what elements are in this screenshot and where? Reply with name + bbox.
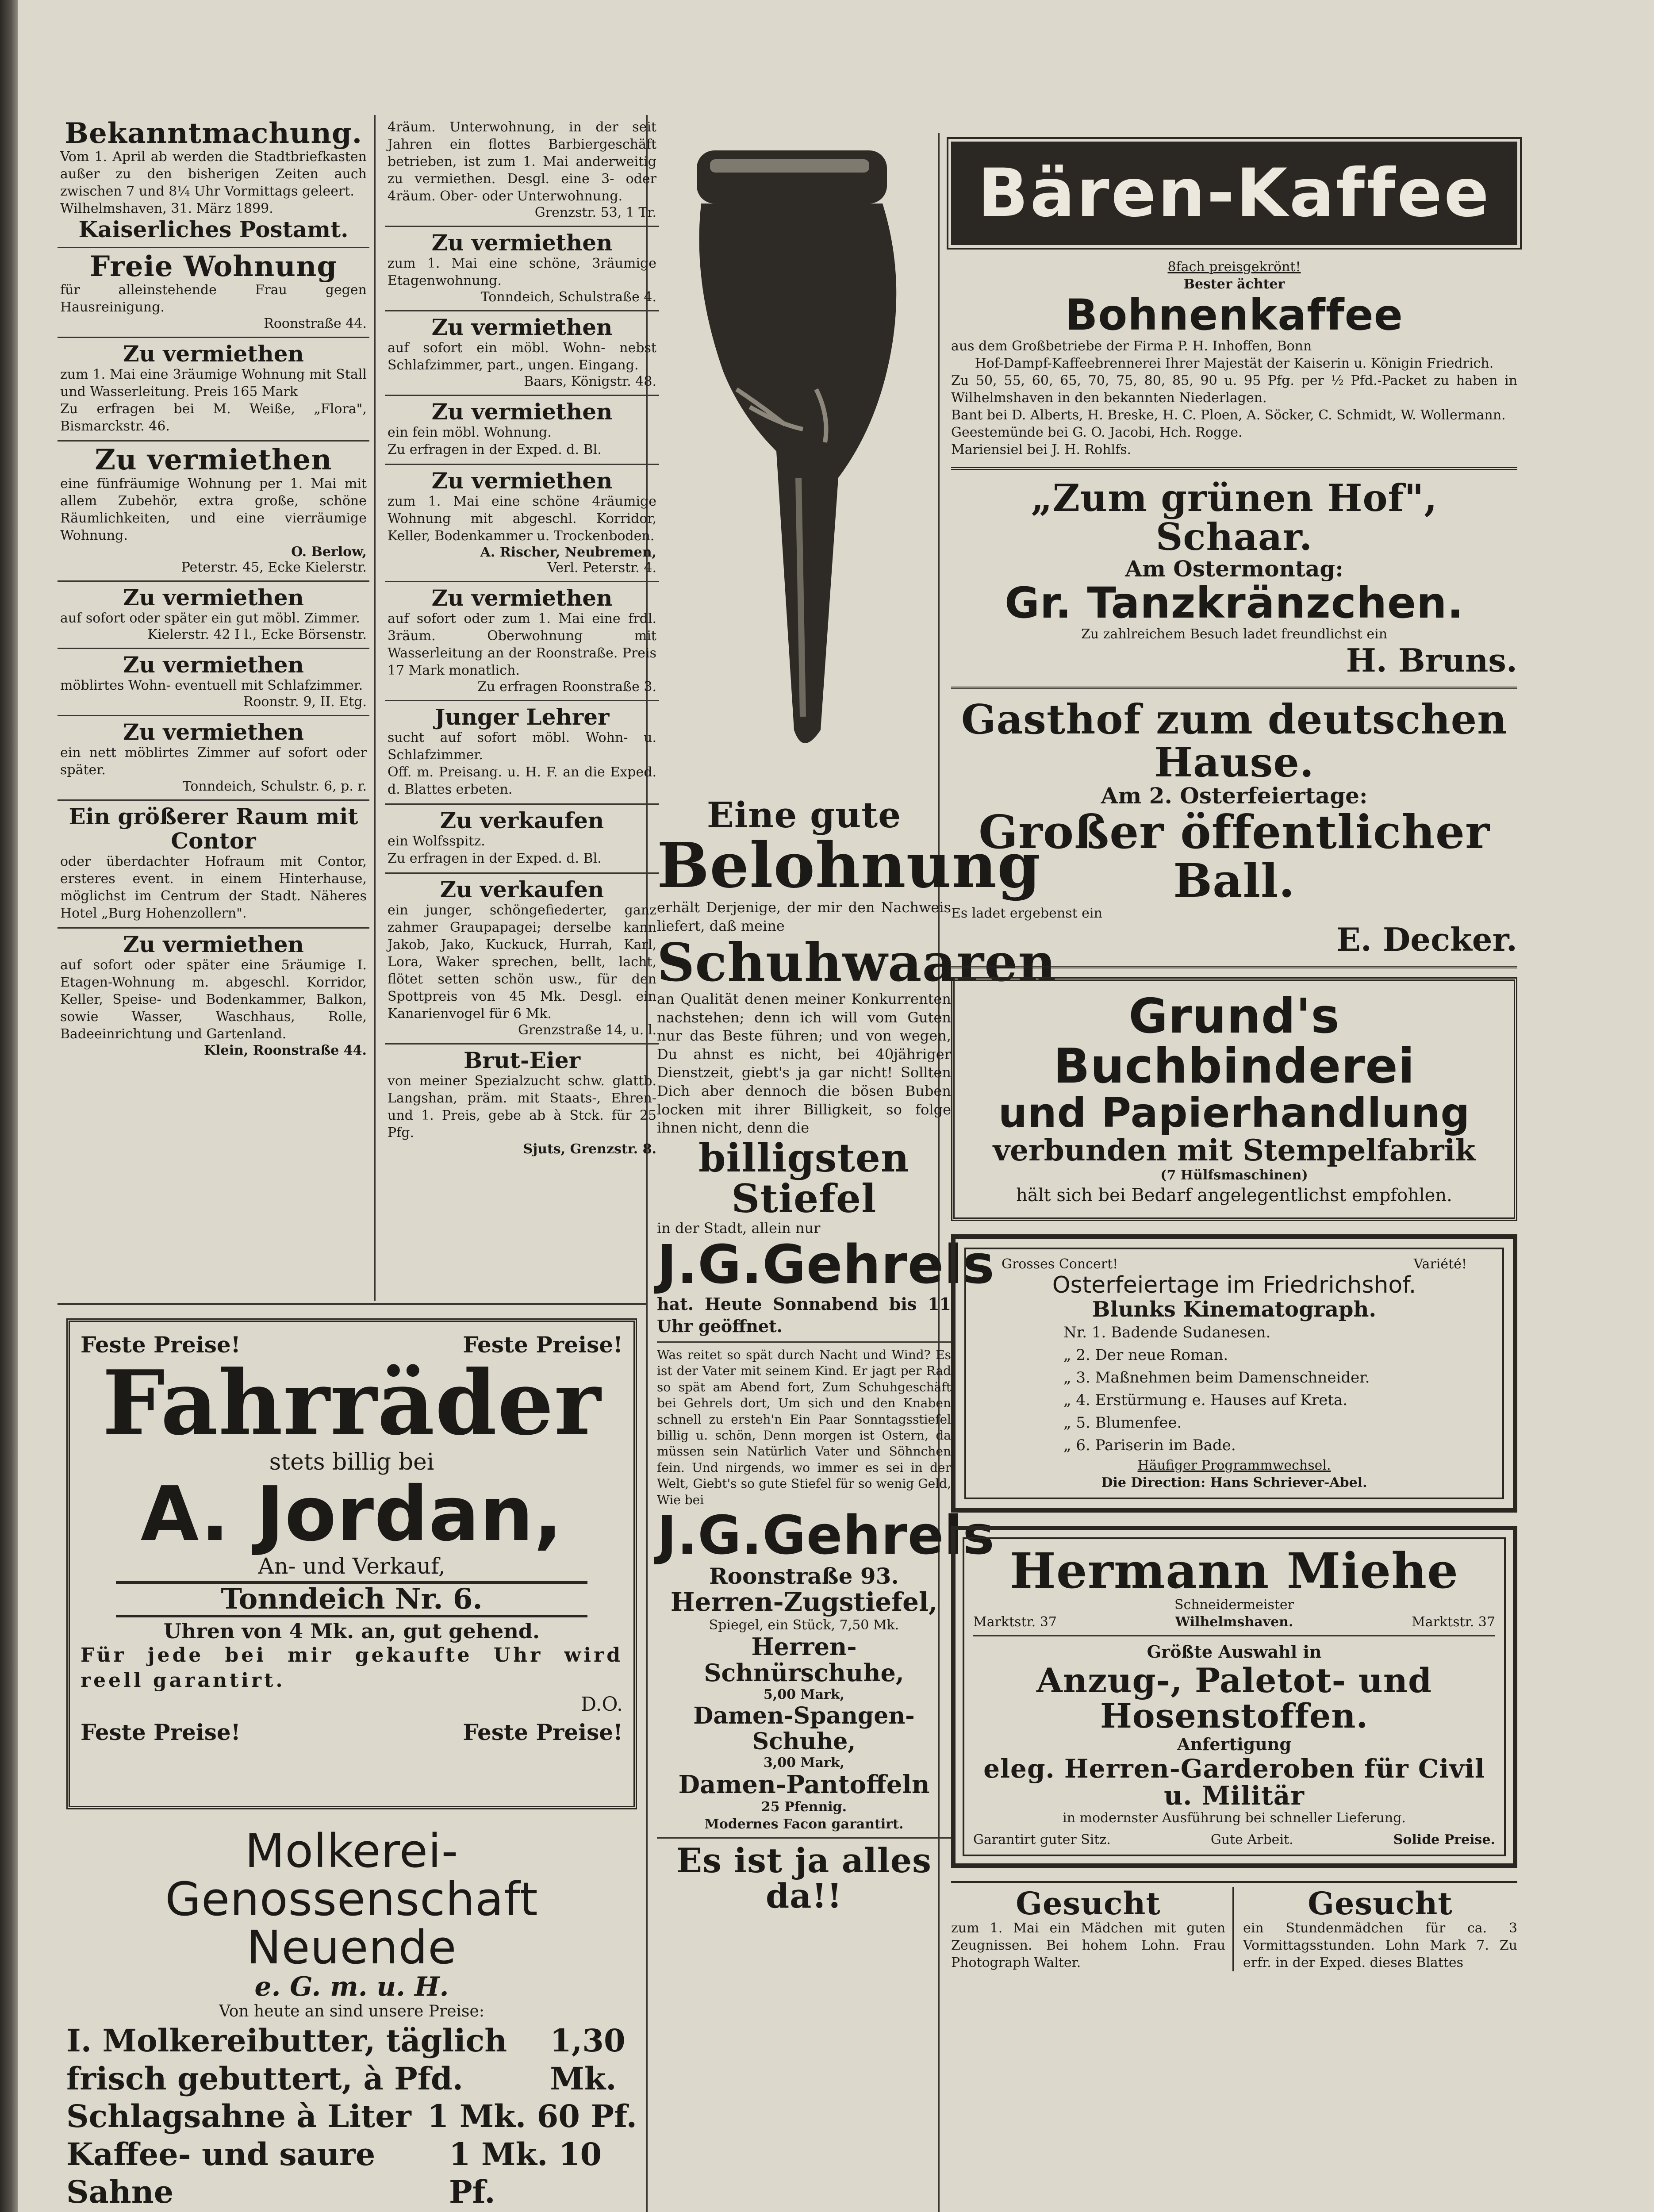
miehe-line: Anzug-, Paletot- und Hosenstoffen. [1036, 1660, 1432, 1736]
ad-text: 4räum. Unterwohnung, in der seit Jahren ein flottes Barbiergeschäft betrieben, ist zum 1. Mai anderweitig zu vermiethen. Desgl. eine 3- oder 4räum. Ober- oder Unterwohnung. [388, 119, 656, 204]
ad-barber-shop [385, 115, 659, 227]
ad-rental [385, 227, 659, 311]
grund-subtitle: und Papierhandlung [998, 1089, 1470, 1137]
molkerei-intro: Von heute an sind unsere Preise: [219, 2002, 484, 2020]
ad-rental [58, 649, 369, 716]
shop-address: Roonstraße 93. [709, 1563, 899, 1589]
ad-jordan-fahrraeder [66, 1318, 637, 1809]
miehe-subtitle: Schneidermeister [1174, 1597, 1294, 1613]
ad-rental [58, 716, 369, 801]
miehe-footer-item: Gute Arbeit. [1210, 1832, 1293, 1847]
miehe-footer-item: Garantirt guter Sitz. [973, 1832, 1111, 1847]
price-value: 1 Mk. 10 Pf. [449, 2135, 602, 2210]
ad-grund-buchbinderei [951, 977, 1517, 1221]
column-classifieds-1 [58, 115, 369, 1301]
feste-preise-label: Feste Preise! [81, 1332, 241, 1358]
ad-gesucht-stundenmaedchen [1243, 1887, 1517, 1972]
miehe-line: in modernster Ausführung bei schneller Lieferung. [1063, 1810, 1406, 1826]
ad-address: Sjuts, Grenzstr. 8. [523, 1141, 656, 1157]
ad-baeren-kaffee [951, 137, 1517, 470]
gruener-hof-signature: H. Bruns. [1346, 641, 1517, 679]
ad-title: Zu verkaufen [440, 876, 604, 902]
ad-text: auf sofort oder später ein gut möbl. Zimmer. [60, 610, 360, 626]
ad-title: Zu vermiethen [431, 399, 613, 425]
ad-title: Gesucht [1308, 1885, 1453, 1922]
miehe-line: eleg. Herren-Garderoben für Civil u. Militär [983, 1753, 1485, 1811]
firma-text: aus dem Großbetriebe der Firma P. H. Inhoffen, Bonn [951, 338, 1312, 354]
ad-signature: A. Rischer, Neubremen, [480, 545, 656, 560]
ad-rental [58, 338, 369, 442]
ad-rental [58, 442, 369, 581]
ad-address: Grenzstr. 53, 1 Tr. [534, 205, 656, 220]
ad-text: möblirtes Wohn- eventuell mit Schlafzimmer. [60, 677, 363, 693]
hof-text: Hof-Dampf-Kaffeebrennerei Ihrer Majestät der Kaiserin u. Königin Friedrich. [975, 355, 1494, 371]
ad-for-sale-parrot [385, 874, 659, 1045]
item-title: Herren-Zugstiefel, [670, 1586, 938, 1617]
ad-title: Zu vermiethen [123, 651, 304, 678]
price-row [66, 2022, 637, 2097]
ankauf-text: An- und Verkauf, [258, 1553, 445, 1579]
ad-teacher-wanted [385, 701, 659, 805]
grund-text: hält sich bei Bedarf angelegentlichst empfohlen. [1016, 1185, 1452, 1206]
ad-address: Grenzstraße 14, u. l. [518, 1022, 656, 1038]
ad-address: Tonndeich, Schulstraße 4. [480, 289, 656, 305]
molkerei-title: Molkerei-Genossenschaft Neuende [165, 1824, 538, 1975]
gruener-hof-title: „Zum grünen Hof", Schaar. [1031, 476, 1438, 559]
ad-bekanntmachung [58, 115, 369, 248]
price-value: 1 Mk. 60 Pf. [427, 2098, 637, 2135]
ad-miehe-outer [951, 1526, 1517, 1868]
ad-text: ein junger, schöngefiederter, ganz zahmer Graupapagei; derselbe kann Jakob, Jako, Kuckuck, Hurrah, Karl, Lora, Waker sprechen, bellt, lacht, flötet setten schön usw., für den Spottpreis von 45 Mk. Desgl. ein Kanarienvogel für 6 Mk. [388, 902, 656, 1022]
schuhwaaren-heading: Schuhwaaren [657, 932, 1056, 994]
ad-title: Zu vermiethen [431, 585, 613, 611]
column-display-ads [951, 137, 1517, 2212]
feste-preise-label: Feste Preise! [463, 1719, 623, 1746]
belohnung-heading: Belohnung [657, 830, 1041, 902]
item-title: Damen-Spangen-Schuhe, [693, 1702, 915, 1755]
ad-address: Verl. Peterstr. 4. [547, 560, 656, 576]
list-item: „ 6. Pariserin im Bade. [1063, 1436, 1236, 1454]
ad-title: Zu vermiethen [431, 468, 613, 494]
ad-address: Baars, Königstr. 48. [524, 374, 656, 389]
ad-title: Brut-Eier [463, 1047, 581, 1073]
ad-address: Zu erfragen in der Exped. d. Bl. [388, 851, 602, 866]
miehe-address-left: Marktstr. 37 [973, 1614, 1057, 1630]
billig-text: stets billig bei [269, 1449, 434, 1475]
shoe-ad-text: in der Stadt, allein nur [657, 1219, 821, 1237]
ad-gasthof [951, 689, 1517, 968]
ad-text: Vom 1. April ab werden die Stadtbriefkasten außer zu den bisherigen Zeiten auch zwischen 7 und 8¼ Uhr Vormittags geleert. [60, 149, 367, 200]
book-binding-edge [0, 0, 18, 2212]
ad-hermann-miehe [963, 1537, 1506, 1856]
ad-text: eine fünfräumige Wohnung per 1. Mai mit allem Zubehör, extra große, schöne Räumlichkeiten, und eine vierräumige Wohnung. [60, 476, 367, 543]
garantie-text: Für jede bei mir gekaufte Uhr wird reell garantirt. [81, 1644, 623, 1692]
gasthof-signature: E. Decker. [1336, 920, 1517, 958]
ad-text: zum 1. Mai ein Mädchen mit guten Zeugnissen. Bei hohem Lohn. Frau Photograph Walter. [951, 1920, 1225, 1971]
ad-address: Peterstr. 45, Ecke Kielerstr. [181, 559, 367, 575]
concert-left: Grosses Concert! [1002, 1256, 1118, 1272]
concert-title: Osterfeiertage im Friedrichshof. [1052, 1271, 1416, 1298]
ad-text: zum 1. Mai eine schöne, 3räumige Etagenwohnung. [388, 256, 656, 288]
concert-right: Variété! [1413, 1256, 1467, 1272]
gasthof-day: Am 2. Osterfeiertage: [1101, 783, 1368, 809]
ad-address: Roonstraße 44. [264, 316, 367, 332]
ad-address: Zu erfragen Roonstraße 3. [477, 679, 656, 695]
gasthof-title: Gasthof zum deutschen Hause. [961, 695, 1508, 786]
shoe-ad-text: an Qualität denen meiner Konkurrenten nachstehen; denn ich will vom Guten nur das Beste führen; und von wegen, Du ahnst es nicht, bei 40jähriger Dienstzeit, giebt's ja gar nicht! Sollten Dich aber dennoch die bösen Buben locken mit ihrer Billigkeit, so folge ihnen nicht, denn die [657, 991, 951, 1137]
grund-title: Grund's Buchbinderei [1053, 988, 1415, 1094]
divider [973, 1635, 1495, 1636]
miehe-footer-item: Solide Preise. [1393, 1832, 1495, 1847]
gasthof-event: Großer öffentlicher Ball. [979, 805, 1490, 908]
price-item: Schlagsahne à Liter [66, 2098, 411, 2135]
ad-title: Bekanntmachung. [64, 117, 363, 150]
ad-text: sucht auf sofort möbl. Wohn- u. Schlafzimmer. [388, 730, 656, 763]
ad-title: Zu vermiethen [123, 584, 304, 611]
gruener-hof-text: Zu zahlreichem Besuch ladet freundlichst ein [1081, 626, 1388, 642]
item-title: Damen-Pantoffeln [678, 1770, 930, 1799]
miehe-title: Hermann Miehe [1009, 1542, 1459, 1599]
ad-signature: O. Berlow, [291, 544, 367, 560]
ad-address: Roonstr. 9, II. Etg. [243, 694, 367, 710]
item-price: Spiegel, ein Stück, 7,50 Mk. [709, 1617, 899, 1633]
ad-text: ein nett möblirtes Zimmer auf sofort oder später. [60, 745, 367, 778]
column-classifieds-2 [385, 115, 659, 1301]
divider [657, 1837, 951, 1839]
ad-title: Junger Lehrer [434, 704, 610, 730]
opening-hours: hat. Heute Sonnabend bis 11 Uhr geöffnet. [657, 1294, 951, 1336]
ad-molkerei [66, 1809, 637, 2212]
ad-rental [58, 929, 369, 1064]
ad-title: Zu vermiethen [123, 341, 304, 367]
ad-text: auf sofort ein möbl. Wohn- nebst Schlafzimmer, part., ungen. Eingang. [388, 340, 656, 373]
miehe-city: Wilhelmshaven. [1175, 1614, 1293, 1630]
price-item: Kaffee- und saure Sahne [66, 2135, 376, 2210]
miehe-footer [973, 1831, 1495, 1848]
ad-text: ein fein möbl. Wohnung. [388, 425, 552, 440]
ad-brut-eier [385, 1045, 659, 1162]
ad-address: Zu erfragen in der Exped. d. Bl. [388, 442, 602, 457]
jordan-heading: A. Jordan, [140, 1471, 563, 1559]
newspaper-page [18, 0, 1654, 2212]
ad-address: Klein, Roonstraße 44. [204, 1042, 367, 1058]
molkerei-price-list [66, 2022, 637, 2212]
item-price: 25 Pfennig. [761, 1799, 847, 1815]
ad-text: auf sofort oder später eine 5räumige I. Etagen-Wohnung m. abgeschl. Korridor, Keller, Speise- und Bodenkammer, Balkon, sowie Wasser, Waschhaus, Rolle, Badeeinrichtung und Gartenland. [60, 957, 367, 1042]
ad-rental [385, 396, 659, 465]
item-note: Modernes Facon garantirt. [704, 1816, 904, 1832]
miehe-address-right: Marktstr. 37 [1412, 1614, 1495, 1630]
molkerei-subtitle: e. G. m. u. H. [254, 1971, 449, 2002]
ad-title: Zu vermiethen [431, 230, 613, 256]
vendors-text: Bant bei D. Alberts, H. Breske, H. C. Ploen, A. Söcker, C. Schmidt, W. Wollermann. [951, 407, 1506, 423]
list-item: „ 5. Blumenfee. [1063, 1413, 1182, 1432]
shoe-poem: Was reitet so spät durch Nacht und Wind? Es ist der Vater mit seinem Kind. Er jagt per Rad so spät am Abend fort, Zum Schuhgeschäft bei Gehrels dort, Um sich und den Knaben schnell zu ersteh'n Ein Paar Sonntagsstiefel billig u. schön, Denn morgen ist Ostern, da müssen sein Natürlich Vater und Söhnchen fein. Und nirgends, wo immer es sei in der Welt, Giebt's so gute Stiefel für so wenig Geld, Wie bei [657, 1347, 951, 1507]
ad-text: ein Wolfsspitz. [388, 833, 485, 849]
grund-note: (7 Hülfsmaschinen) [1160, 1167, 1308, 1183]
price-item: I. Molkereibutter, täglich frisch gebuttert, à Pfd. [66, 2022, 507, 2097]
uhren-text: Uhren von 4 Mk. an, gut gehend. [163, 1619, 540, 1644]
ad-text: zum 1. Mai eine schöne 4räumige Wohnung mit abgeschl. Korridor, Keller, Bodenkammer u. Trockenboden. [388, 494, 656, 544]
eine-gute-heading: Eine gute [706, 794, 902, 836]
ad-address: Tonndeich, Schulstr. 6, p. r. [182, 778, 367, 794]
tonndeich-address: Tonndeich Nr. 6. [116, 1581, 587, 1617]
list-item: Nr. 1. Badende Sudanesen. [1063, 1323, 1271, 1341]
item-price: 3,00 Mark, [763, 1755, 845, 1770]
ad-rental [385, 465, 659, 582]
gehrels-heading: J.G.Gehrels [657, 1234, 995, 1296]
billigsten-heading: billigsten Stiefel [698, 1134, 910, 1222]
miehe-address-row [973, 1613, 1495, 1631]
ad-concert-outer [951, 1234, 1517, 1513]
ad-text: von meiner Spezialzucht schw. glattb. Langshan, präm. mit Staats-, Ehren- und 1. Preis, gebe ab à Stck. für 25 Pfg. [388, 1073, 656, 1141]
gehrels-heading: J.G.Gehrels [657, 1505, 995, 1567]
ad-gruener-hof [951, 470, 1517, 689]
lower-block-rule [58, 1303, 646, 1305]
list-item: „ 4. Erstürmung e. Hauses auf Kreta. [1063, 1391, 1348, 1409]
price-row [66, 2135, 637, 2211]
item-price: 5,00 Mark, [763, 1687, 845, 1703]
ad-text: für alleinstehende Frau gegen Hausreinigung. [60, 282, 367, 315]
miehe-line: Größte Auswahl in [1147, 1642, 1322, 1662]
ad-title: Freie Wohnung [89, 250, 338, 284]
concert-header [975, 1256, 1493, 1273]
gruener-hof-day: Am Ostermontag: [1125, 556, 1343, 582]
price-value: 1,30 Mk. [550, 2022, 626, 2097]
pointing-hand-illustration [670, 142, 936, 761]
ad-rental [385, 311, 659, 396]
gesucht-row [951, 1881, 1517, 1972]
ad-title: Zu vermiethen [123, 718, 304, 745]
closing-slogan: Es ist ja alles da!! [676, 1841, 932, 1916]
ad-rental [385, 582, 659, 701]
do-initials: D.O. [580, 1693, 623, 1716]
ad-gesucht-maedchen [951, 1887, 1234, 1972]
shoe-ad-text: erhält Derjenige, der mir den Nachweis liefert, daß meine [657, 899, 951, 934]
gruener-hof-event: Gr. Tanzkränzchen. [1005, 578, 1464, 628]
list-item: „ 2. Der neue Roman. [1063, 1346, 1228, 1364]
ad-title: Zu vermiethen [123, 931, 304, 957]
ad-title: Zu vermiethen [431, 314, 613, 340]
miehe-line: Anfertigung [1177, 1734, 1292, 1755]
price-row [66, 2097, 637, 2135]
ad-address: Kielerstr. 42 I l., Ecke Börsenstr. [147, 626, 367, 642]
ad-title: Zu verkaufen [440, 807, 604, 833]
ad-freie-wohnung [58, 248, 369, 338]
ad-date: Wilhelmshaven, 31. März 1899. [60, 201, 273, 217]
column-rule [374, 115, 376, 1301]
list-item: „ 3. Maßnehmen beim Damenschneider. [1063, 1368, 1370, 1386]
ad-address: Zu erfragen bei M. Weiße, „Flora", Bismarckstr. 46. [60, 401, 367, 434]
ad-text: oder überdachter Hofraum mit Contor, ersteres event. in einem Hinterhause, möglichst im Centrum der Stadt. Näheres Hotel „Burg Hohenzollern". [60, 853, 367, 921]
ad-contor-wanted [58, 801, 369, 929]
hand-illustration-area [657, 133, 951, 796]
preise-text: Zu 50, 55, 60, 65, 70, 75, 80, 85, 90 u. 95 Pfg. per ½ Pfd.-Packet zu haben in Wilhelmshaven in den bekannten Niederlagen. [951, 373, 1517, 406]
ad-text: auf sofort oder zum 1. Mai eine frdl. 3räum. Oberwohnung mit Wasserleitung an der Roonstraße. Preis 17 Mark monatlich. [388, 611, 656, 678]
prize-text: 8fach preisgekrönt! [1167, 259, 1301, 275]
ad-text: ein Stundenmädchen für ca. 3 Vormittagsstunden. Lohn Mark 7. Zu erfr. in der Exped. dieses Blattes [1243, 1920, 1517, 1971]
ad-title: Zu vermiethen [95, 443, 332, 477]
grund-subtitle-2: verbunden mit Stempelfabrik [993, 1133, 1476, 1168]
feste-preise-label: Feste Preise! [81, 1719, 241, 1746]
ad-title: Ein größerer Raum mit Contor [69, 803, 358, 854]
feste-preise-label: Feste Preise! [463, 1332, 623, 1358]
ad-address: Off. m. Preisang. u. H. F. an die Exped. d. Blattes erbeten. [388, 764, 656, 797]
item-title: Herren-Schnürschuhe, [704, 1632, 904, 1687]
concert-programme-list [975, 1321, 1493, 1457]
fahrraeder-heading: Fahrräder [102, 1351, 601, 1455]
ad-text: zum 1. Mai eine 3räumige Wohnung mit Stall und Wasserleitung. Preis 165 Mark [60, 367, 367, 400]
concert-direction: Die Direction: Hans Schriever-Abel. [1101, 1475, 1367, 1490]
baeren-kaffee-banner: Bären-Kaffee [951, 142, 1517, 245]
ad-concert [964, 1248, 1504, 1499]
concert-note: Häufiger Programmwechsel. [1137, 1457, 1331, 1473]
feste-preise-bottom [81, 1720, 623, 1744]
gasthof-text: Es ladet ergebenst ein [951, 905, 1102, 921]
mariensiel-text: Mariensiel bei J. H. Rohlfs. [951, 442, 1132, 457]
ad-title: Gesucht [1016, 1885, 1161, 1922]
concert-kino: Blunks Kinematograph. [1092, 1297, 1377, 1322]
lower-left-ads [66, 1318, 637, 2212]
divider [657, 1341, 951, 1343]
ad-rental [58, 582, 369, 649]
bohnenkaffee-heading: Bohnenkaffee [1065, 290, 1403, 340]
geestemuende-text: Geestemünde bei G. O. Jacobi, Hch. Rogge. [951, 424, 1243, 440]
ad-signature: Kaiserliches Postamt. [78, 216, 349, 243]
bester-text: Bester ächter [1183, 276, 1285, 292]
ad-for-sale-dog [385, 805, 659, 874]
